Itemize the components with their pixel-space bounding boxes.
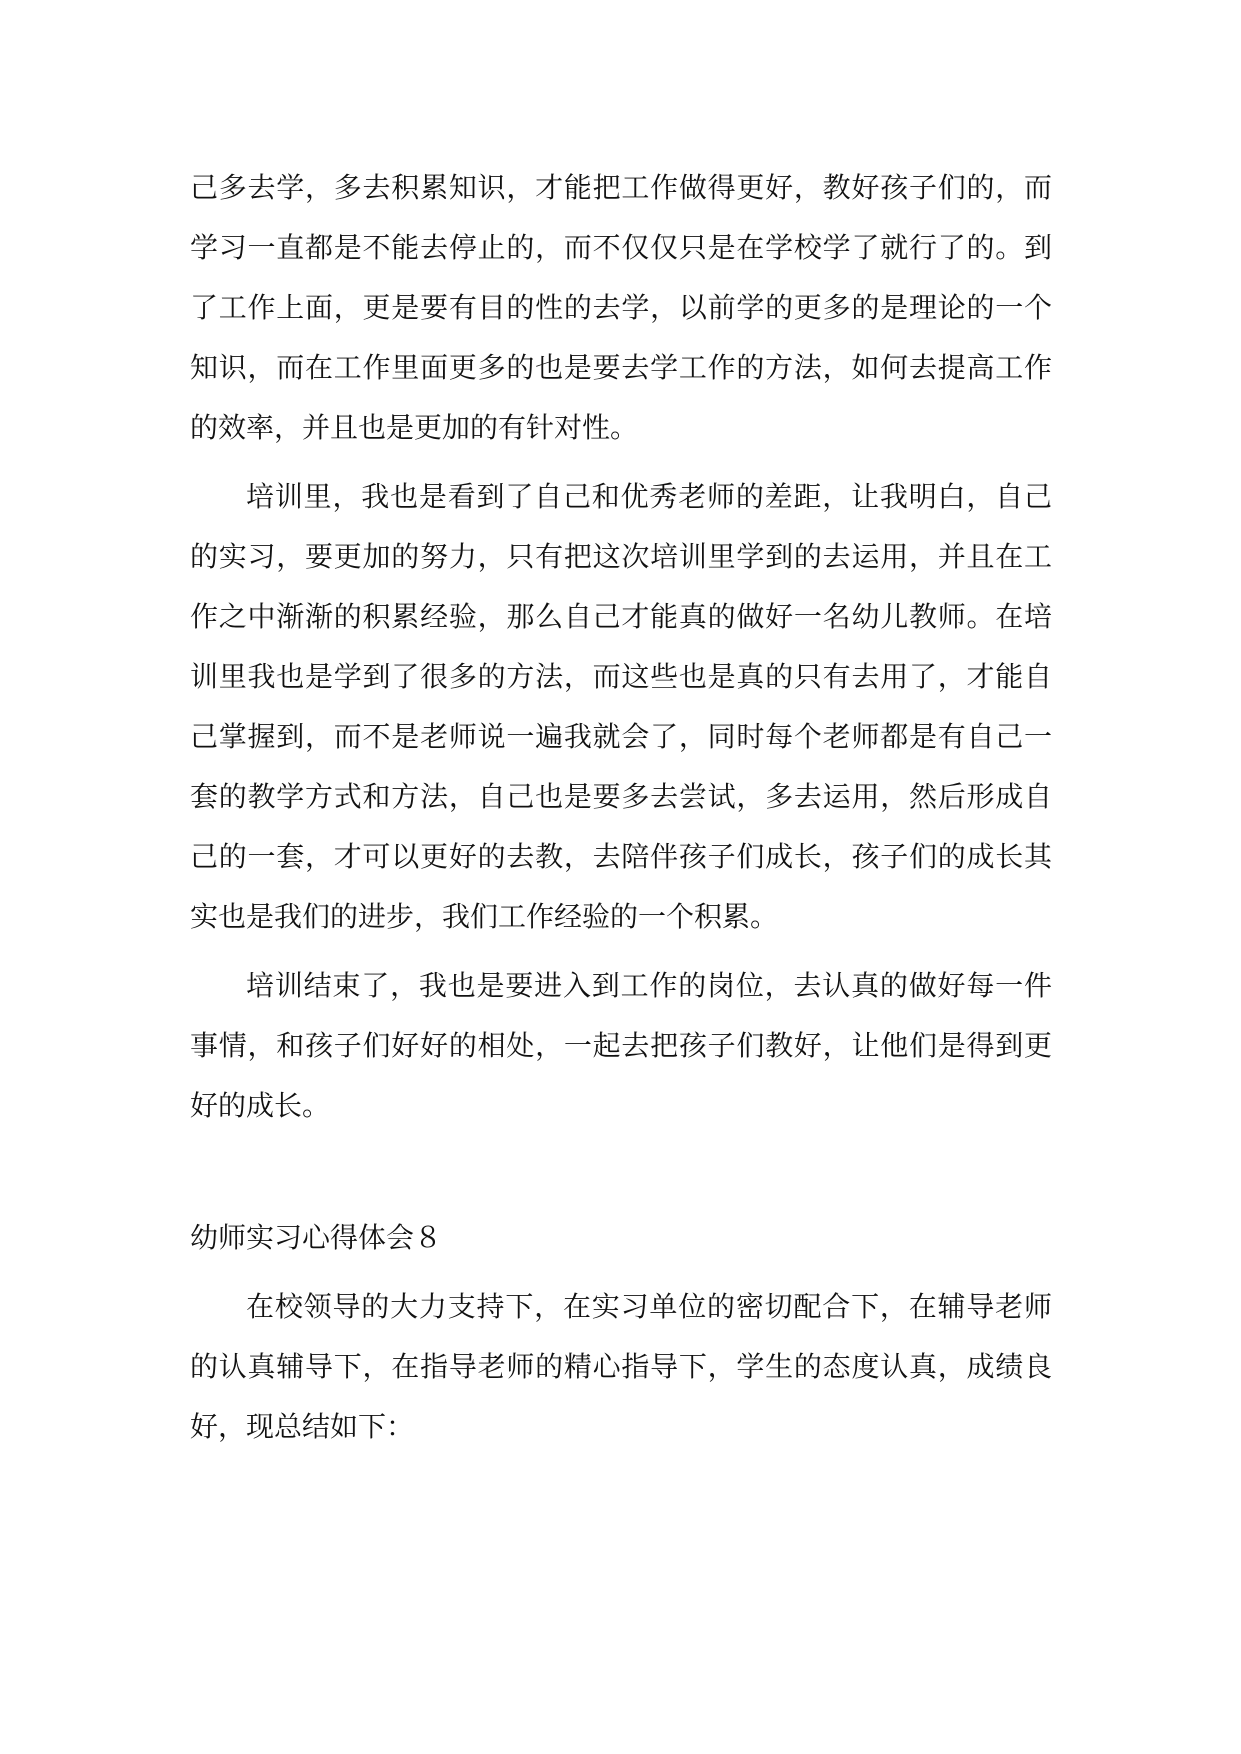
paragraph-continued: 己多去学，多去积累知识，才能把工作做得更好，教好孩子们的，而学习一直都是不能去停止的，而不仅仅只是在学校学了就行了的。到了工作上面，更是要有目的性的去学，以前学的更多的是理论的一个知识，而在工作里面更多的也是要去学工作的方法，如何去提高工作的效率，并且也是更加的有针对性。 xyxy=(190,171,1052,444)
paragraph-training-end: 培训结束了，我也是要进入到工作的岗位，去认真的做好每一件事情，和孩子们好好的相处，一起去把孩子们教好，让他们是得到更好的成长。 xyxy=(190,969,1052,1122)
paragraph-training-gap: 培训里，我也是看到了自己和优秀老师的差距，让我明白，自己的实习，要更加的努力，只有把这次培训里学到的去运用，并且在工作之中渐渐的积累经验，那么自己才能真的做好一名幼儿教师。在培训里我也是学到了很多的方法，而这些也是真的只有去用了，才能自己掌握到，而不是老师说一遍我就会了，同时每个老师都是有自己一套的教学方式和方法，自己也是要多去尝试，多去运用，然后形成自己的一套，才可以更好的去教，去陪伴孩子们成长，孩子们的成长其实也是我们的进步，我们工作经验的一个积累。 xyxy=(190,480,1052,933)
section-title: 幼师实习心得体会８ xyxy=(190,1221,443,1254)
paragraph-section-intro: 在校领导的大力支持下，在实习单位的密切配合下，在辅导老师的认真辅导下，在指导老师的精心指导下，学生的态度认真，成绩良好，现总结如下： xyxy=(190,1290,1052,1443)
document-body xyxy=(190,158,1052,1457)
